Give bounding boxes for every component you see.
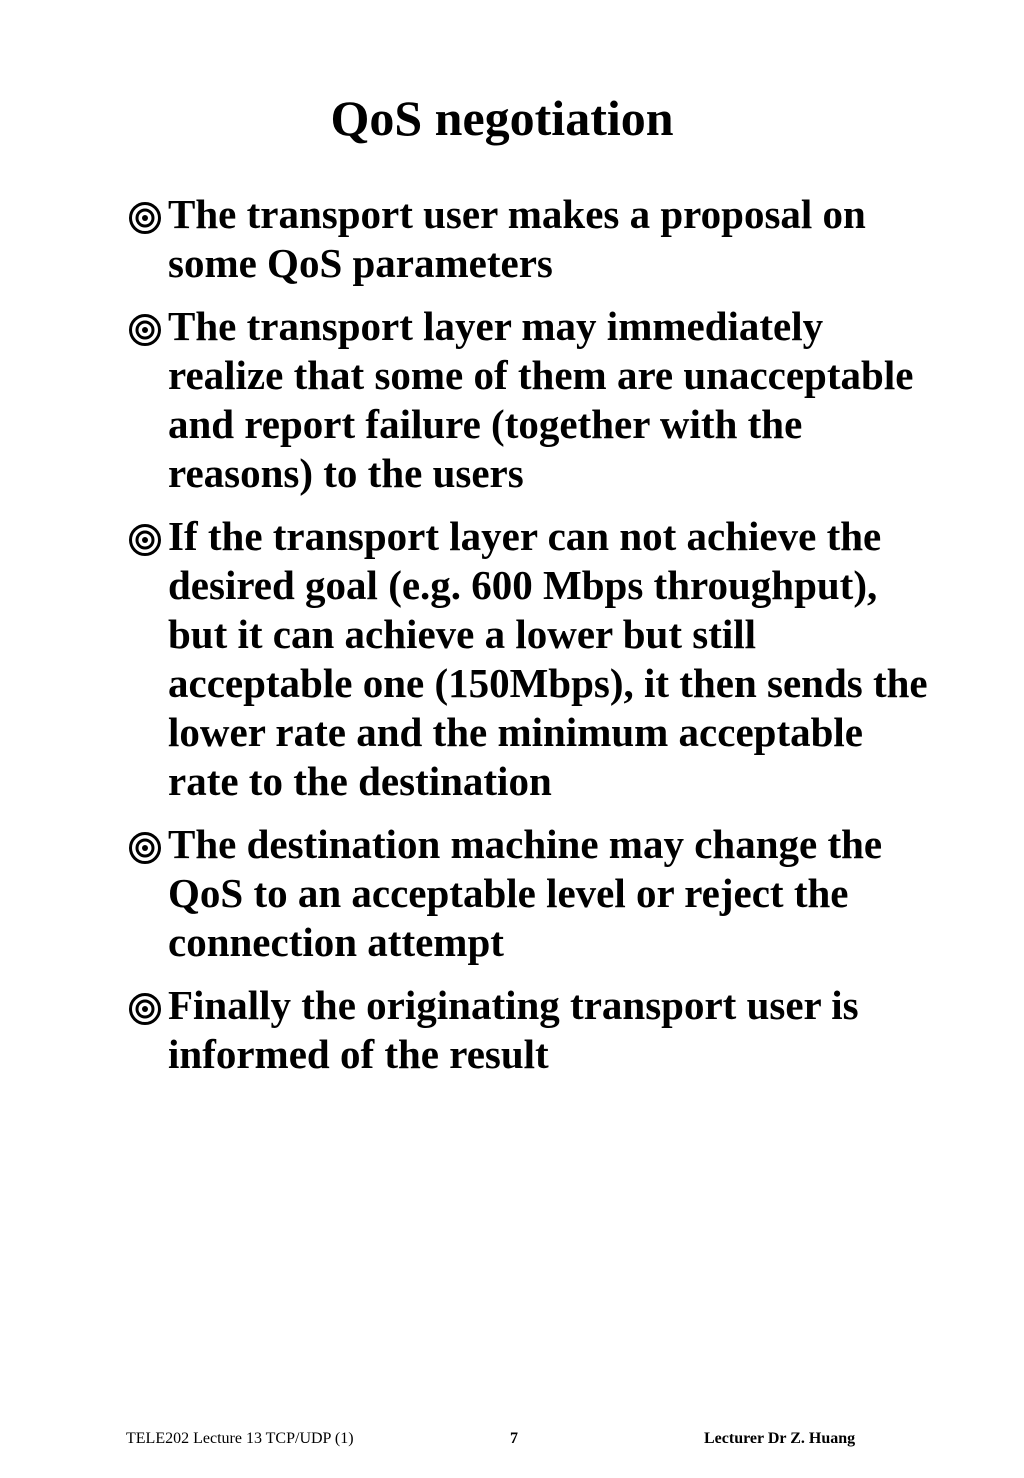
list-item bbox=[128, 302, 928, 498]
double-circle-bullet-icon bbox=[128, 992, 162, 1026]
footer-page-number: 7 bbox=[510, 1430, 518, 1447]
list-item bbox=[128, 512, 928, 806]
bullet-text: The transport user makes a proposal on some QoS parameters bbox=[168, 191, 866, 286]
double-circle-bullet-icon bbox=[128, 313, 162, 347]
bullet-text: If the transport layer can not achieve the desired goal (e.g. 600 Mbps throughput), but it can achieve a lower but still acceptable one (150Mbps), it then sends the lower rate and the minimum acceptable rate to the destination bbox=[168, 513, 928, 804]
bullet-text: The transport layer may immediately realize that some of them are unacceptable and report failure (together with the reasons) to the users bbox=[168, 303, 914, 496]
double-circle-bullet-icon bbox=[128, 523, 162, 557]
bullet-text: Finally the originating transport user is informed of the result bbox=[168, 982, 859, 1077]
list-item bbox=[128, 820, 928, 967]
double-circle-bullet-icon bbox=[128, 201, 162, 235]
double-circle-bullet-icon bbox=[128, 831, 162, 865]
bullet-list bbox=[128, 190, 928, 1093]
list-item bbox=[128, 981, 928, 1079]
list-item bbox=[128, 190, 928, 288]
footer-lecturer: Lecturer Dr Z. Huang bbox=[704, 1430, 856, 1447]
bullet-text: The destination machine may change the QoS to an acceptable level or reject the connection attempt bbox=[168, 821, 883, 965]
footer-course: TELE202 Lecture 13 TCP/UDP (1) bbox=[126, 1430, 354, 1447]
page-title: QoS negotiation bbox=[330, 90, 674, 146]
